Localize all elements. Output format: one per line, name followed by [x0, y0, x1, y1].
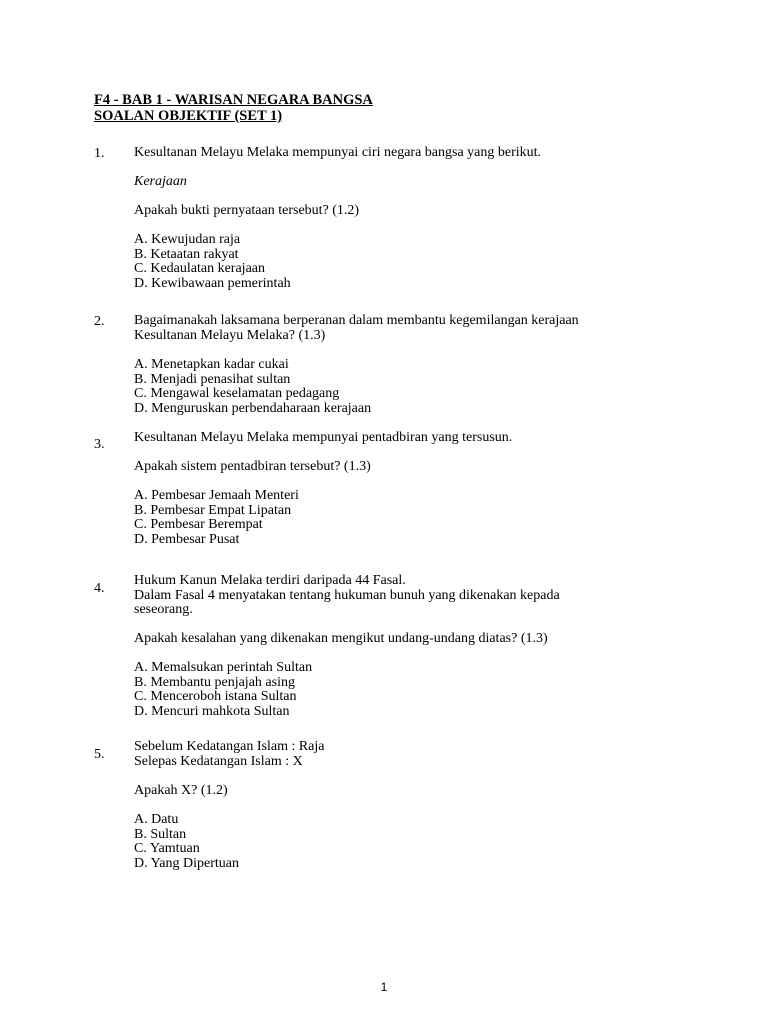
option: C. Pembesar Berempat [134, 517, 263, 533]
option: B. Membantu penjajah asing [134, 674, 295, 690]
page-number: 1 [380, 980, 388, 994]
question-prompt: Apakah X? (1.2) [134, 783, 228, 798]
question-stem: Kesultanan Melayu Melaka mempunyai pentadbiran yang tersusun. [134, 430, 513, 445]
question-highlight: Kerajaan [134, 174, 187, 189]
question-options [134, 358, 371, 417]
question-prompt: Apakah sistem pentadbiran tersebut? (1.3) [134, 459, 371, 474]
option: A. Memalsukan perintah Sultan [134, 660, 313, 675]
option: B. Menjadi penasihat sultan [134, 371, 291, 387]
option: B. Pembesar Empat Lipatan [134, 502, 292, 518]
document-title: F4 - BAB 1 - WARISAN NEGARA BANGSA [94, 92, 373, 108]
option: D. Mencuri mahkota Sultan [134, 704, 290, 720]
option: C. Kedaulatan kerajaan [134, 261, 265, 277]
question-options [134, 661, 312, 720]
option: D. Pembesar Pusat [134, 532, 240, 548]
question-stem: Bagaimanakah laksamana berperanan dalam membantu kegemilangan kerajaan Kesultanan Melayu Melaka? (1.3) [134, 313, 579, 343]
question-prompt: Apakah bukti pernyataan tersebut? (1.2) [134, 203, 360, 218]
question-options [134, 813, 239, 872]
question-stem: Kesultanan Melayu Melaka mempunyai ciri negara bangsa yang berikut. [134, 145, 542, 160]
document-subtitle: SOALAN OBJEKTIF (SET 1) [94, 108, 283, 124]
option: C. Mengawal keselamatan pedagang [134, 386, 340, 402]
option: A. Pembesar Jemaah Menteri [134, 488, 299, 503]
option: A. Menetapkan kadar cukai [134, 357, 289, 372]
option: A. Kewujudan raja [134, 232, 241, 247]
option: D. Menguruskan perbendaharaan kerajaan [134, 401, 372, 417]
question-options [134, 489, 299, 548]
option: B. Ketaatan rakyat [134, 246, 239, 262]
option: D. Yang Dipertuan [134, 856, 239, 872]
option: C. Menceroboh istana Sultan [134, 689, 297, 705]
question-number: 4. [94, 581, 105, 596]
option: C. Yamtuan [134, 841, 200, 857]
question-number: 2. [94, 314, 105, 329]
option: A. Datu [134, 812, 179, 827]
option: D. Kewibawaan pemerintah [134, 276, 291, 292]
question-number: 5. [94, 747, 105, 762]
question-prompt: Apakah kesalahan yang dikenakan mengikut undang-undang diatas? (1.3) [134, 631, 548, 646]
question-stem: Hukum Kanun Melaka terdiri daripada 44 Fasal. Dalam Fasal 4 menyatakan tentang hukuman bunuh yang dikenakan kepada seseorang. [134, 573, 560, 618]
question-number: 3. [94, 437, 105, 452]
option: B. Sultan [134, 826, 187, 842]
question-options [134, 233, 291, 292]
question-stem: Sebelum Kedatangan Islam : Raja Selepas Kedatangan Islam : X [134, 739, 325, 769]
question-number: 1. [94, 146, 105, 161]
